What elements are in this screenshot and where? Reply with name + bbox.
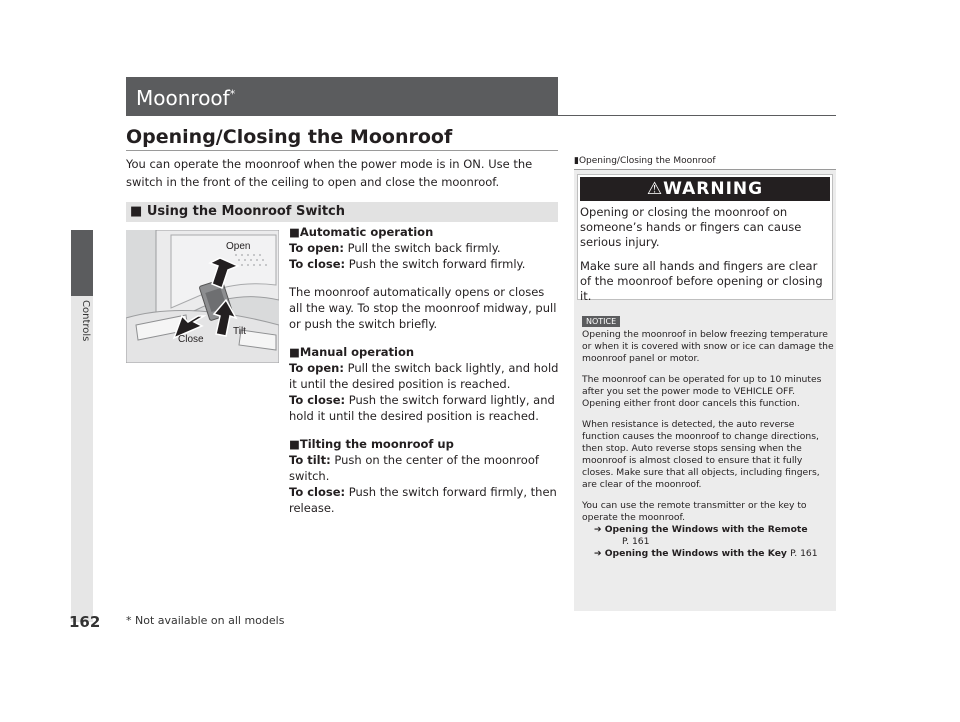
automatic-close-text: Push the switch forward firmly. (348, 257, 526, 271)
figure-label-close: Close (178, 334, 204, 345)
manual-open-label: To open: (289, 361, 344, 375)
reference-header (574, 156, 836, 166)
tilt-line (289, 452, 561, 484)
title-rule (126, 115, 836, 116)
xref-key-title: Opening the Windows with the Key (604, 548, 787, 559)
subsection-heading (126, 202, 558, 222)
automatic-heading: ■Automatic operation (289, 225, 434, 239)
tilt-text: Push on the center of the moonroof switch. (289, 453, 539, 483)
xref-key-page: P. 161 (790, 548, 818, 559)
xref-remote-link[interactable] (582, 524, 834, 548)
title-asterisk: * (229, 87, 236, 101)
page-title (136, 86, 235, 110)
reference-notes (582, 329, 834, 560)
sidebar-section-label: Controls (80, 300, 91, 342)
switch-drawing (126, 230, 279, 363)
reference-header-text: Opening/Closing the Moonroof (578, 156, 716, 166)
figure-label-tilt: Tilt (233, 326, 246, 337)
tilt-close-line (289, 484, 561, 516)
warning-title: WARNING (663, 179, 764, 199)
automatic-open-line (289, 240, 561, 256)
xref-arrow-icon: ➔ (594, 525, 602, 535)
automatic-note: The moonroof automatically opens or closes all the way. To stop the moonroof midway, pull or push the switch briefly. (289, 285, 557, 331)
xref-arrow-icon: ➔ (594, 549, 602, 559)
operations-list (289, 224, 561, 516)
warning-text-1: Opening or closing the moonroof on someone’s hands or fingers can cause serious injury. (580, 205, 802, 249)
notice-text: Opening the moonroof in below freezing temperature or when it is covered with snow or ice can damage the moonroof panel or motor. (582, 329, 834, 364)
page-title-text: Moonroof (136, 86, 230, 110)
tilt-heading: ■Tilting the moonroof up (289, 437, 454, 451)
xref-key-link[interactable] (582, 548, 834, 560)
figure-label-open: Open (226, 241, 251, 252)
warning-triangle-icon: ⚠ (646, 179, 664, 199)
moonroof-switch-illustration (126, 230, 279, 363)
square-bullet-icon: ■ (130, 204, 143, 219)
sidebar-tab-marker (71, 230, 93, 296)
page-number: 162 (69, 613, 101, 631)
section-heading: Opening/Closing the Moonroof (126, 126, 453, 148)
manual-heading-text: Manual operation (299, 345, 415, 359)
manual-open-text: Pull the switch back lightly, and hold it until the desired position is reached. (289, 361, 559, 391)
warning-header (580, 177, 830, 201)
note-remote: You can use the remote transmitter or the key to operate the moonroof. (582, 500, 807, 523)
manual-heading: ■Manual operation (289, 345, 415, 359)
automatic-open-label: To open: (289, 241, 344, 255)
heading-rule (126, 150, 558, 151)
automatic-open-text: Pull the switch back firmly. (347, 241, 501, 255)
notice-badge: NOTICE (582, 316, 620, 327)
tilt-heading-text: Tilting the moonroof up (299, 437, 454, 451)
warning-body (580, 205, 832, 313)
automatic-heading-text: Automatic operation (299, 225, 434, 239)
automatic-close-line (289, 256, 561, 272)
manual-close-label: To close: (289, 393, 346, 407)
xref-remote-title: Opening the Windows with the Remote (604, 524, 808, 535)
xref-remote-page: P. 161 (622, 536, 650, 547)
automatic-close-label: To close: (289, 257, 346, 271)
tilt-close-text: Push the switch forward firmly, then release. (289, 485, 557, 515)
manual-close-text: Push the switch forward lightly, and hold it until the desired position is reached. (289, 393, 555, 423)
manual-close-line (289, 392, 561, 424)
tilt-label: To tilt: (289, 453, 331, 467)
note-power-mode: The moonroof can be operated for up to 10 minutes after you set the power mode to VEHICLE OFF. Opening either front door cancels this function. (582, 374, 822, 409)
reference-marker-icon: ▮ (574, 156, 579, 166)
warning-text-2: Make sure all hands and fingers are clear of the moonroof before opening or closing it. (580, 259, 823, 303)
note-auto-reverse: When resistance is detected, the auto reverse function causes the moonroof to change directions, then stop. Auto reverse stops sensing when the moonroof is almost closed to ensure that it fully closes. Make sure that all objects, including fingers, are clear of the moonroof. (582, 419, 820, 490)
footnote: * Not available on all models (126, 614, 285, 627)
tilt-close-label: To close: (289, 485, 346, 499)
intro-paragraph: You can operate the moonroof when the power mode is in ON. Use the switch in the front of the ceiling to open and close the moonroof. (126, 157, 533, 189)
subsection-heading-text: Using the Moonroof Switch (146, 204, 345, 219)
manual-open-line (289, 360, 561, 392)
